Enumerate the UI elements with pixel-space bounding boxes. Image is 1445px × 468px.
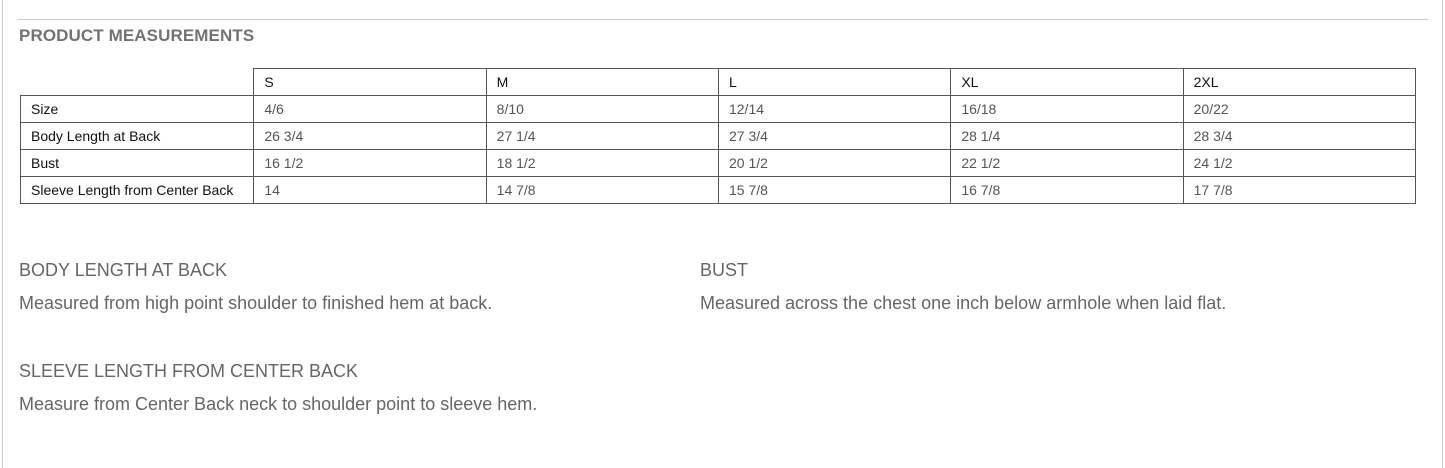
definition-title: SLEEVE LENGTH FROM CENTER BACK: [19, 361, 359, 381]
table-row: [21, 177, 1416, 204]
definition-text: Measured across the chest one inch below armhole when laid flat.: [700, 293, 1227, 313]
column-header-l: L: [718, 69, 950, 96]
definition-body-length: [19, 260, 679, 314]
column-header-xl: XL: [951, 69, 1183, 96]
table-cell: 4/6: [254, 96, 486, 123]
definition-text: Measured from high point shoulder to finished hem at back.: [19, 293, 493, 313]
table-cell: 28 1/4: [951, 123, 1183, 150]
table-cell: 8/10: [486, 96, 718, 123]
table-cell: 15 7/8: [718, 177, 950, 204]
measurements-table: [20, 68, 1416, 204]
table-cell: 20/22: [1183, 96, 1415, 123]
row-label: Size: [21, 96, 254, 123]
definition-title: BUST: [700, 260, 749, 280]
table-cell: 17 7/8: [1183, 177, 1415, 204]
table-cell: 26 3/4: [254, 123, 486, 150]
table-header-blank: [21, 69, 254, 96]
section-title: PRODUCT MEASUREMENTS: [19, 26, 255, 45]
table-cell: 14 7/8: [486, 177, 718, 204]
definition-sleeve-length: [19, 361, 679, 415]
column-header-m: M: [486, 69, 718, 96]
table-header-row: [21, 69, 1416, 96]
table-cell: 27 1/4: [486, 123, 718, 150]
divider: [18, 19, 1428, 20]
column-header-2xl: 2XL: [1183, 69, 1415, 96]
table-cell: 24 1/2: [1183, 150, 1415, 177]
table-row: [21, 123, 1416, 150]
table-row: [21, 96, 1416, 123]
table-cell: 28 3/4: [1183, 123, 1415, 150]
definition-bust: [700, 260, 1420, 314]
table-cell: 18 1/2: [486, 150, 718, 177]
row-label: Bust: [21, 150, 254, 177]
table-cell: 16/18: [951, 96, 1183, 123]
table-cell: 16 1/2: [254, 150, 486, 177]
column-header-s: S: [254, 69, 486, 96]
table-cell: 20 1/2: [718, 150, 950, 177]
definition-text: Measure from Center Back neck to shoulder point to sleeve hem.: [19, 394, 538, 414]
table-cell: 14: [254, 177, 486, 204]
definition-title: BODY LENGTH AT BACK: [19, 260, 228, 280]
table-row: [21, 150, 1416, 177]
table-cell: 16 7/8: [951, 177, 1183, 204]
row-label: Sleeve Length from Center Back: [21, 177, 254, 204]
table-cell: 27 3/4: [718, 123, 950, 150]
table-cell: 12/14: [718, 96, 950, 123]
row-label: Body Length at Back: [21, 123, 254, 150]
table-cell: 22 1/2: [951, 150, 1183, 177]
